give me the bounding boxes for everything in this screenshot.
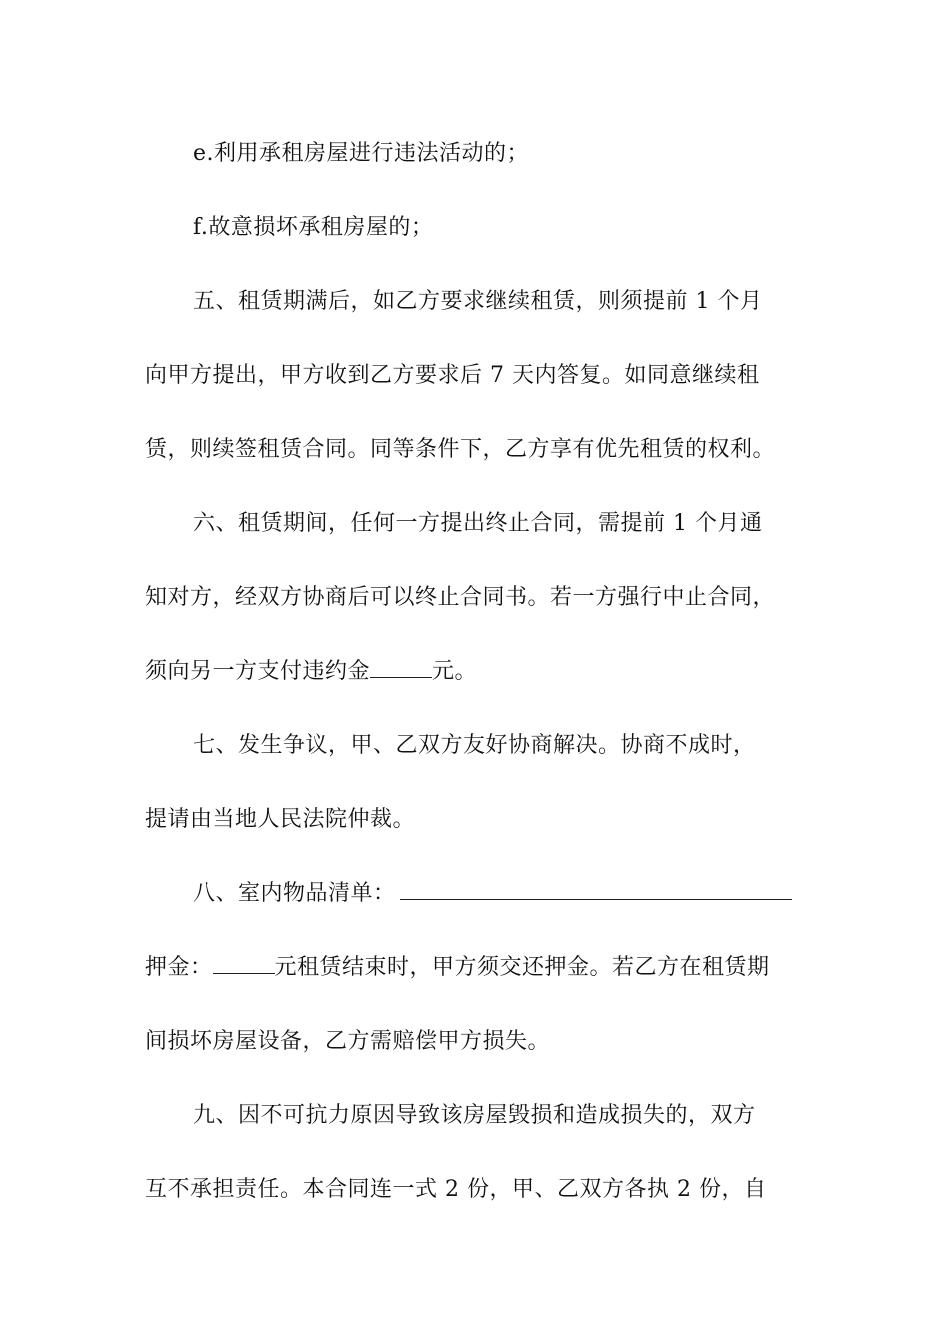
clause-5-line-3: 赁，则续签租赁合同。同等条件下，乙方享有优先租赁的权利。 xyxy=(145,437,776,462)
clause-7-line-1: 七、发生争议，甲、乙双方友好协商解决。协商不成时， xyxy=(193,733,756,758)
clause-9-line-1: 九、因不可抗力原因导致该房屋毁损和造成损失的，双方 xyxy=(193,1103,756,1128)
deposit-text-before: 押金： xyxy=(145,955,213,980)
inventory-blank xyxy=(400,879,792,900)
clause-f-line: f.故意损坏承租房屋的； xyxy=(193,215,434,240)
clause-8-line-1 xyxy=(193,879,858,909)
clause-7-line-2: 提请由当地人民法院仲裁。 xyxy=(145,807,416,832)
clause-9-line-2: 互不承担责任。本合同连一式 2 份，甲、乙双方各执 2 份，自 xyxy=(145,1177,767,1202)
penalty-amount-blank xyxy=(370,657,432,678)
penalty-text-before: 须向另一方支付违约金 xyxy=(145,659,371,684)
clause-6-line-1: 六、租赁期间，任何一方提出终止合同，需提前 1 个月通 xyxy=(193,511,763,536)
clause-5-line-2: 向甲方提出，甲方收到乙方要求后 7 天内答复。如同意继续租 xyxy=(145,363,760,388)
clause-8-line-2 xyxy=(145,953,810,983)
clause-e-line: e.利用承租房屋进行违法活动的； xyxy=(193,141,530,166)
deposit-amount-blank xyxy=(213,953,275,974)
penalty-text-after: 元。 xyxy=(432,659,478,684)
clause-8-line-3: 间损坏房屋设备，乙方需赔偿甲方损失。 xyxy=(145,1029,551,1054)
deposit-text-after: 元租赁结束时，甲方须交还押金。若乙方在租赁期 xyxy=(274,955,770,980)
clause-6-line-3 xyxy=(145,657,810,687)
clause-6-line-2: 知对方，经双方协商后可以终止合同书。若一方强行中止合同， xyxy=(145,585,776,610)
inventory-label: 八、室内物品清单： xyxy=(193,881,396,906)
clause-5-line-1: 五、租赁期满后，如乙方要求继续租赁，则须提前 1 个月 xyxy=(193,289,763,314)
